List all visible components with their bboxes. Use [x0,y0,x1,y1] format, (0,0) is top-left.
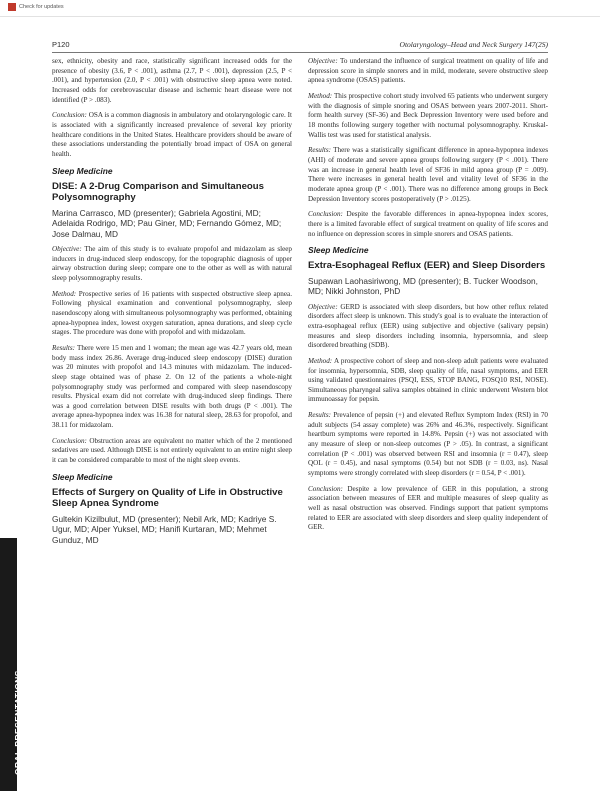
objective-paragraph [308,303,548,351]
page-number: P120 [52,40,70,49]
left-column [52,57,292,551]
section-label: Results: [308,146,332,155]
conclusion-paragraph [52,437,292,466]
conclusion-paragraph [308,210,548,239]
section-heading: Sleep Medicine [308,245,369,256]
abstract-title: Extra-Esophageal Reflux (EER) and Sleep Disorders [308,260,546,272]
objective-paragraph [52,245,292,284]
section-label: Results: [52,343,76,352]
results-paragraph [308,411,548,479]
paragraph-text: OSA is a common diagnosis in ambulatory and otolaryngologic care. It is associated with a significantly increased prevalence of several key priority healthcare conditions in the United States. Healthcare providers should be aware of these associations understanding the potentially broad impact of OSA on general health. [52,111,292,158]
section-label: Method: [52,289,77,298]
results-paragraph [308,146,548,204]
objective-paragraph [308,57,548,86]
paragraph-text: There were 15 men and 1 woman; the mean age was 42.7 years old, mean body mass index 26.86. Average drug-induced sleep endoscopy (DISE) duration was 20 minutes with propofol and 14.3 minutes with midazolam. The induced-sleep stage obtained was of phase 2. On 12 of the patients a whole-night polysomnography study was performed and compared with sleep nasendoscopy results. Physical exam did not correlate with drug-induced sleep findings. There was a good correlation between DISE results with both drugs (P < .001). The average apnea-hypopnea index was 16.38 for natural sleep, 28.63 for propofol, and 38.11 for midazolam. [52,343,292,430]
abstract-authors: Marina Carrasco, MD (presenter); Gabriela Agostini, MD; Adelaida Rodrigo, MD; Pau Giner, MD; Fernando Gómez, MD; Jose Dalmau, MD [52,207,282,239]
section-label: Method: [308,356,333,365]
conclusion-paragraph [308,485,548,533]
journal-title: Otolaryngology–Head and Neck Surgery 147(2S) [399,40,548,49]
results-paragraph [52,344,292,431]
page-header [52,40,548,53]
section-label: Conclusion: [52,111,87,120]
section-label: Objective: [52,244,82,253]
paragraph-text: The aim of this study is to evaluate propofol and midazolam as sleep inducers in drug-induced sleep endoscopy, for the topographic diagnosis of upper airway obstruction during sleep; compare one to the other as well as with natural sleep polysomnography results. [52,244,292,282]
method-paragraph [52,290,292,338]
paragraph-text: Despite the favorable differences in apnea-hypopnea index scores, there is a limited favorable effect of surgical treatment on quality of life scores and no influence on depression scores in simple snorers and OSAS patients. [308,210,548,238]
section-heading: Sleep Medicine [52,471,113,482]
crossmark-icon [8,3,16,11]
abstract-title: Effects of Surgery on Quality of Life in Obstructive Sleep Apnea Syndrome [52,486,283,510]
paragraph-text: Obstruction areas are equivalent no matter which of the 2 mentioned sedatives are used. Although DISE is not entirely equivalent to an entire night sleep it can be considered comparable to most of the night sleep events. [52,436,292,465]
paragraph-text: A prospective cohort of sleep and non-sleep adult patients were evaluated for insomnia, hypersomnia, SDB, sleep quality of life, nasal symptoms, and EER using validated questionnaires (PSQI, ESS, STOP BANG, FOSQ10 RSI, NOSE). Simultaneous pharyngeal saliva samples obtained in clinic underwent Western blot immunoassay for pepsin. [308,356,548,404]
paragraph-text: To understand the influence of surgical treatment on quality of life and depression score in simple snorers and in mild, moderate, severe obstructive sleep apnea syndrome (OSAS) patients. [308,57,549,85]
continued-text: sex, ethnicity, obesity and race, statistically significant increased odds for the presence of obesity (3.6, P < .001), asthma (2.7, P < .001), depression (2.5, P < .001), and hypertension (2.0, P < .001) with obstructive sleep apnea were noted. Increased odds for cerebrovascular disease and ischemic heart disease were not identified (P > .083). [52,57,292,104]
paragraph-text: Prevalence of pepsin (+) and elevated Reflux Symptom Index (RSI) in 70 adult subjects (54 assay complete) was 26% and 46.3%, respectively. Significant heartburn symptoms were reported in 14.8%. Pepsin (+) was not associated with any measure of sleep or non-sleep outcomes (P > .05). In contrast, a significant correlation (P < .001) was observed between RSI and insomnia (r = 0.47), sleep QOL (r = 0.45), and nasal symptoms (0.54) but not SDB (r = 0.03, ns). Nasal symptoms were strongly correlated with sleep disorders (r = 0.54, P < .001). [308,411,548,478]
paragraph-text: There was a statistically significant difference in apnea-hypopnea indexes (AHI) of moderate and severe apnea groups following surgery (P < .001). There was an increase in general health level of SF36 in mild apnea group (P = .009). There were increases in general health level and vitality level of SF36 in the moderate apnea group (P < .001). There was no difference among groups in Beck Depression Inventory scores postoperatively (P > .0125). [308,146,548,203]
section-label: Results: [308,411,332,420]
paragraph-text: GERD is associated with sleep disorders, but how other reflux related disorders affect sleep is unknown. This study's goal is to evaluate the interaction of extra-esophageal reflux (EER) using subjective and objective (salivary pepsin) measures and sleep disorders including insomnia, hypersomnia, and sleep disordered breathing (SDB). [308,302,548,350]
conclusion-paragraph [52,111,292,159]
top-bar [0,0,600,17]
right-column [308,57,548,539]
side-tab-label: ORAL PRESENTATIONS [13,670,23,775]
section-label: Conclusion: [52,436,87,445]
section-label: Conclusion: [308,210,343,219]
section-label: Objective: [308,57,338,65]
oral-presentations-tab [0,538,23,791]
logo-text: Check for updates [19,4,64,10]
paragraph-text: Despite a low prevalence of GER in this population, a strong association between measures of EER and multiple measures of sleep quality as well as nasal obstruction was observed. Findings support that patient symptoms related to EER are associated with sleep disorders and sleep quality independent of GER. [308,484,548,532]
section-heading: Sleep Medicine [52,165,113,176]
paragraph-text: This prospective cohort study involved 65 patients who underwent surgery with the diagnosis of simple snoring and OSAS between years 2007-2011. Short-form health survey (SF-36) and Beck Depression Inventory were used before and 18 months following surgery together with nocturnal polysomnography. Kruskal-Wallis test was used for statistical analysis. [308,91,549,139]
abstract-title: DISE: A 2-Drug Comparison and Simultaneous Polysomnography [52,180,264,204]
check-for-updates-logo[interactable] [8,3,64,11]
method-paragraph [308,357,548,405]
paragraph-text: Prospective series of 16 patients with suspected obstructive sleep apnea. Following physical examination and conventional polysomnography, sleep nasendoscopy along with simultaneous polysomnography was performed, obtaining apnea-hypopnea index, lowest oxygen saturation, apnea durations, and sleep cycle stages. The procedure was done with propofol and with midazolam. [52,289,292,337]
section-label: Objective: [308,302,338,311]
section-label: Conclusion: [308,484,343,493]
method-paragraph [308,92,548,140]
abstract-authors: Supawan Laohasiriwong, MD (presenter); B. Tucker Woodson, MD; Nikki Johnston, PhD [308,275,538,297]
abstract-authors: Gultekin Kizilbulut, MD (presenter); Nebil Ark, MD; Kadriye S. Ugur, MD; Alper Yuksel, MD; Hanifi Kurtaran, MD; Mehmet Gunduz, MD [52,513,277,545]
section-label: Method: [308,91,333,100]
